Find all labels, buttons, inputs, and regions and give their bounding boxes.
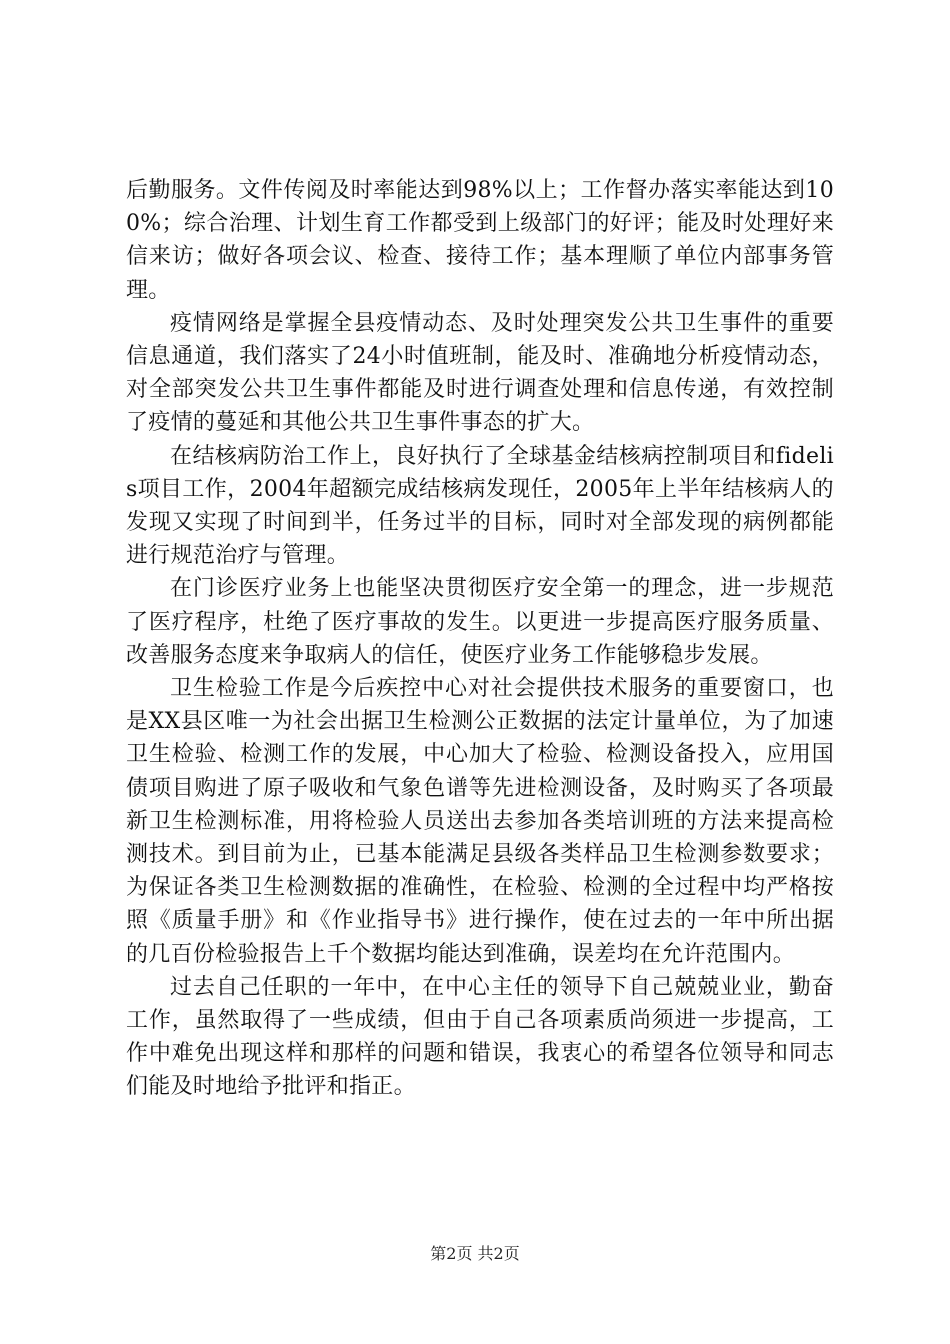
document-body [126,174,834,1104]
paragraph-tuberculosis: 在结核病防治工作上，良好执行了全球基金结核病控制项目和fidelis项目工作，2004年超额完成结核病发现任，2005年上半年结核病人的发现又实现了时间到半，任务过半的目标，同时对全部发现的病例都能进行规范治疗与管理。 [126,443,834,569]
paragraph-health-inspection: 卫生检验工作是今后疾控中心对社会提供技术服务的重要窗口，也是XX县区唯一为社会出据卫生检测公正数据的法定计量单位，为了加速卫生检验、检测工作的发展，中心加大了检验、检测设备投入，应用国债项目购进了原子吸收和气象色谱等先进检测设备，及时购买了各项最新卫生检测标准，用将检验人员送出去参加各类培训班的方法来提高检测技术。到目前为止，已基本能满足县级各类样品卫生检测参数要求；为保证各类卫生检测数据的准确性，在检验、检测的全过程中均严格按照《质量手册》和《作业指导书》进行操作，使在过去的一年中所出据的几百份检验报告上千个数据均能达到准确，误差均在允许范围内。 [126,676,834,967]
paragraph-conclusion: 过去自己任职的一年中，在中心主任的领导下自己兢兢业业，勤奋工作，虽然取得了一些成绩，但由于自己各项素质尚须进一步提高，工作中难免出现这样和那样的问题和错误，我衷心的希望各位领导和同志们能及时地给予批评和指正。 [126,974,834,1100]
paragraph-continuation: 后勤服务。文件传阅及时率能达到98%以上；工作督办落实率能达到100%；综合治理、计划生育工作都受到上级部门的好评；能及时处理好来信来访；做好各项会议、检查、接待工作；基本理顺了单位内部事务管理。 [126,178,834,303]
paragraph-outpatient: 在门诊医疗业务上也能坚决贯彻医疗安全第一的理念，进一步规范了医疗程序，杜绝了医疗事故的发生。以更进一步提高医疗服务质量、改善服务态度来争取病人的信任，使医疗业务工作能够稳步发展。 [126,576,834,668]
page-footer: 第2页 共2页 [430,1244,520,1263]
paragraph-epidemic-network: 疫情网络是掌握全县疫情动态、及时处理突发公共卫生事件的重要信息通道，我们落实了24小时值班制，能及时、准确地分析疫情动态，对全部突发公共卫生事件都能及时进行调查处理和信息传递，有效控制了疫情的蔓延和其他公共卫生事件事态的扩大。 [126,310,834,436]
